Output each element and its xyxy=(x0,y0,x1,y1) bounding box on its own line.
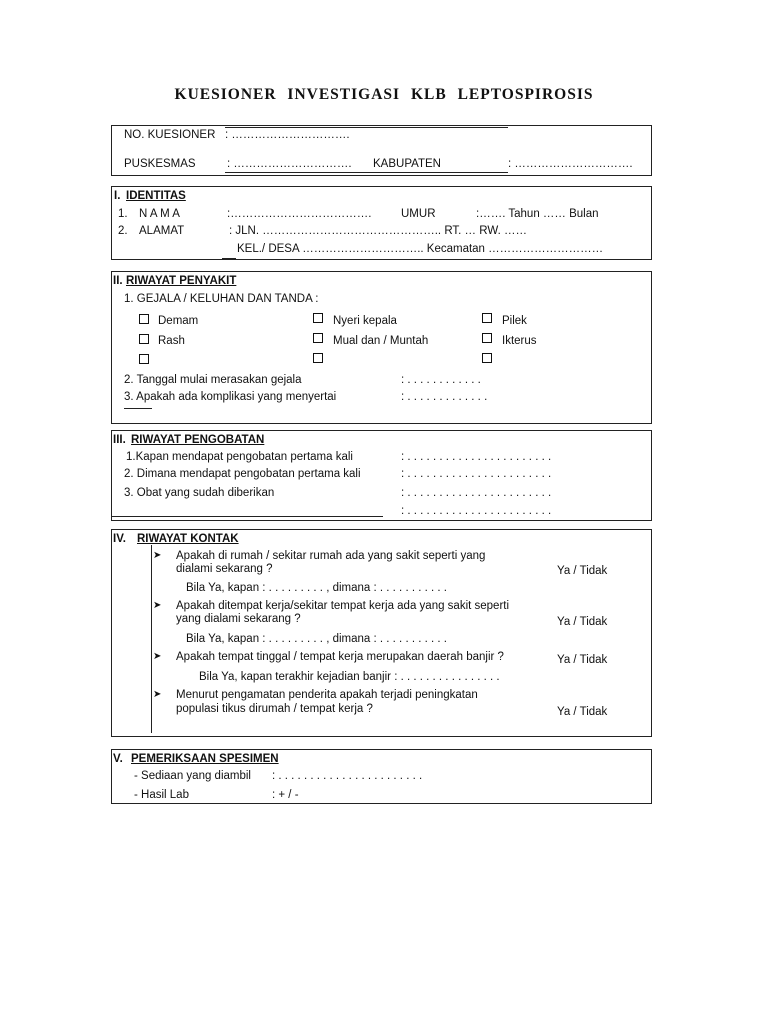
komplikasi-label: 3. Apakah ada komplikasi yang menyertai xyxy=(124,391,337,403)
kontak-left-rule xyxy=(151,545,152,733)
ikterus-checkbox[interactable] xyxy=(482,333,492,343)
demam-checkbox[interactable] xyxy=(139,314,149,324)
nama-label: N A M A xyxy=(139,208,180,220)
header-underline-2 xyxy=(225,172,508,173)
kontak-q4-ya-tidak[interactable]: Ya / Tidak xyxy=(557,706,608,718)
nyeri-kepala-label: Nyeri kepala xyxy=(333,315,397,327)
demam-label: Demam xyxy=(158,315,199,327)
kabupaten-label: KABUPATEN xyxy=(373,158,441,170)
tanggal-gejala-field[interactable]: : . . . . . . . . . . . . xyxy=(401,374,481,386)
arrow-bullet-icon: ➤ xyxy=(153,689,162,700)
hasil-lab-field[interactable]: : + / - xyxy=(272,789,299,801)
mual-muntah-checkbox[interactable] xyxy=(313,333,323,343)
penyakit-inner-line xyxy=(124,408,152,409)
no-kuesioner-field[interactable]: : …………………………. xyxy=(225,129,350,141)
riwayat-pengobatan-num: III. xyxy=(113,434,126,446)
umur-field[interactable]: :……. Tahun …… Bulan xyxy=(476,208,599,220)
other-checkbox-2[interactable] xyxy=(313,353,323,363)
riwayat-pengobatan-heading: RIWAYAT PENGOBATAN xyxy=(131,434,265,446)
other-checkbox-3[interactable] xyxy=(482,353,492,363)
rash-label: Rash xyxy=(158,335,185,347)
kapan-pengobatan-field[interactable]: : . . . . . . . . . . . . . . . . . . . . . . . xyxy=(401,451,552,463)
puskesmas-field[interactable]: : …………………………. xyxy=(227,158,352,170)
riwayat-kontak-num: IV. xyxy=(113,533,127,545)
kel-desa-field[interactable]: KEL./ DESA ………………………….. Kecamatan ………………………… xyxy=(237,243,604,255)
pemeriksaan-heading: PEMERIKSAAN SPESIMEN xyxy=(131,753,279,765)
kabupaten-field[interactable]: : …………………………. xyxy=(508,158,633,170)
riwayat-kontak-heading: RIWAYAT KONTAK xyxy=(137,533,239,545)
pemeriksaan-num: V. xyxy=(113,753,123,765)
no-kuesioner-label: NO. KUESIONER xyxy=(124,129,216,141)
kapan-pengobatan-label: 1.Kapan mendapat pengobatan pertama kali xyxy=(126,451,353,463)
kontak-q1-line2: dialami sekarang ? xyxy=(176,563,273,575)
sediaan-label: - Sediaan yang diambil xyxy=(134,770,251,782)
gejala-question: 1. GEJALA / KELUHAN DAN TANDA : xyxy=(124,293,319,305)
kontak-q4-line1: Menurut pengamatan penderita apakah terjadi peningkatan xyxy=(176,689,478,701)
arrow-bullet-icon: ➤ xyxy=(153,600,162,611)
nyeri-kepala-checkbox[interactable] xyxy=(313,313,323,323)
identitas-num: I. xyxy=(114,190,121,202)
tanggal-gejala-label: 2. Tanggal mulai merasakan gejala xyxy=(124,374,302,386)
arrow-bullet-icon: ➤ xyxy=(153,651,162,662)
rash-checkbox[interactable] xyxy=(139,334,149,344)
ikterus-label: Ikterus xyxy=(502,335,537,347)
riwayat-penyakit-heading: RIWAYAT PENYAKIT xyxy=(126,275,237,287)
dimana-pengobatan-field[interactable]: : . . . . . . . . . . . . . . . . . . . . . . . xyxy=(401,468,552,480)
mual-muntah-label: Mual dan / Muntah xyxy=(333,335,429,347)
kontak-q2-line2: yang dialami sekarang ? xyxy=(176,613,301,625)
obat-field-2[interactable]: : . . . . . . . . . . . . . . . . . . . . . . . xyxy=(401,505,552,517)
kontak-q1-line1: Apakah di rumah / sekitar rumah ada yang sakit seperti yang xyxy=(176,550,486,562)
nama-num: 1. xyxy=(118,208,128,220)
nama-field[interactable]: :………………………………. xyxy=(227,208,372,220)
kontak-q3-sub[interactable]: Bila Ya, kapan terakhir kejadian banjir : . . . . . . . . . . . . . . . . xyxy=(199,671,500,683)
kontak-q2-ya-tidak[interactable]: Ya / Tidak xyxy=(557,616,608,628)
dimana-pengobatan-label: 2. Dimana mendapat pengobatan pertama kali xyxy=(124,468,361,480)
identitas-bottom-line xyxy=(222,258,236,259)
kontak-q2-line1: Apakah ditempat kerja/sekitar tempat kerja ada yang sakit seperti xyxy=(176,600,510,612)
identitas-heading: IDENTITAS xyxy=(126,190,186,202)
sediaan-field[interactable]: : . . . . . . . . . . . . . . . . . . . . . . . xyxy=(272,770,423,782)
kontak-q3-ya-tidak[interactable]: Ya / Tidak xyxy=(557,654,608,666)
kontak-q4-line2: populasi tikus dirumah / tempat kerja ? xyxy=(176,703,373,715)
pengobatan-divider xyxy=(111,516,383,517)
obat-field-1[interactable]: : . . . . . . . . . . . . . . . . . . . . . . . xyxy=(401,487,552,499)
kontak-q1-ya-tidak[interactable]: Ya / Tidak xyxy=(557,565,608,577)
komplikasi-field[interactable]: : . . . . . . . . . . . . . xyxy=(401,391,488,403)
puskesmas-label: PUSKESMAS xyxy=(124,158,196,170)
hasil-lab-label: - Hasil Lab xyxy=(134,789,189,801)
alamat-field[interactable]: : JLN. ……………………………………….. RT. … RW. …… xyxy=(229,225,527,237)
umur-label: UMUR xyxy=(401,208,436,220)
alamat-label: ALAMAT xyxy=(139,225,185,237)
kontak-q3-line1: Apakah tempat tinggal / tempat kerja merupakan daerah banjir ? xyxy=(176,651,504,663)
kontak-q2-sub[interactable]: Bila Ya, kapan : . . . . . . . . . , dimana : . . . . . . . . . . . xyxy=(186,633,447,645)
arrow-bullet-icon: ➤ xyxy=(153,550,162,561)
obat-label: 3. Obat yang sudah diberikan xyxy=(124,487,275,499)
page-title: KUESIONER INVESTIGASI KLB LEPTOSPIROSIS xyxy=(174,86,594,103)
pilek-checkbox[interactable] xyxy=(482,313,492,323)
riwayat-penyakit-num: II. xyxy=(113,275,123,287)
alamat-num: 2. xyxy=(118,225,128,237)
pilek-label: Pilek xyxy=(502,315,527,327)
other-checkbox-1[interactable] xyxy=(139,354,149,364)
kontak-q1-sub[interactable]: Bila Ya, kapan : . . . . . . . . . , dimana : . . . . . . . . . . . xyxy=(186,582,447,594)
